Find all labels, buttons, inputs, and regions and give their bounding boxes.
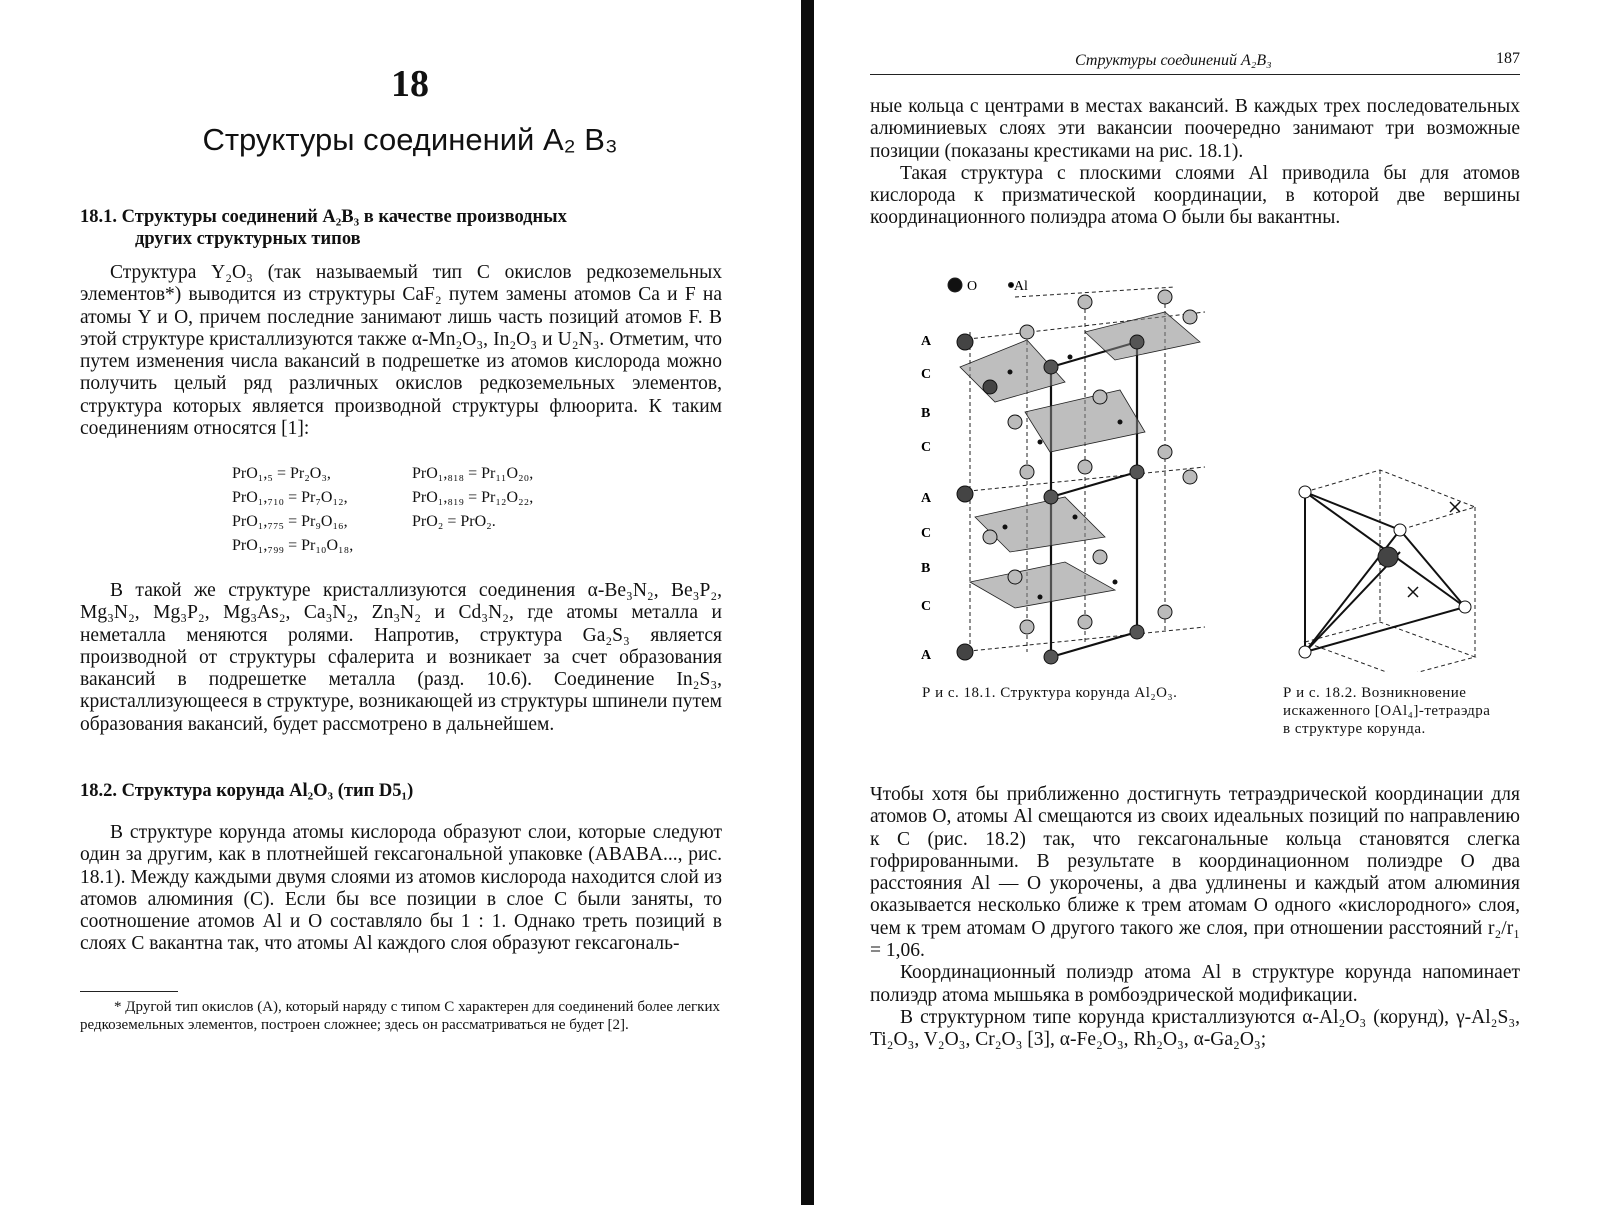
aluminium-legend-label: •Al bbox=[1009, 279, 1028, 294]
figure-caption-18-2: Р и с. 18.2. Возникновение искаженного [OAl₄]-тетраэдра в структуре корунда. bbox=[1283, 685, 1491, 737]
paragraph-text: ные кольца с центрами в местах вакансий. В каждых трех последовательных алюминиевых слоях эти вакансии поочередно занимают три возможные позиции (показаны крестиками на рис. 18.1). bbox=[870, 96, 1520, 162]
formula: PrO₁,₇₉₉ = Pr₁₀O₁₈, bbox=[232, 537, 354, 554]
formula-row bbox=[232, 534, 592, 558]
formula-row bbox=[232, 510, 592, 534]
layer-label: B bbox=[921, 406, 931, 421]
paragraph-text: Чтобы хотя бы приближенно достигнуть тетраэдрической координации для атомов O, атомы Al смещаются из своих идеальных позиций по направлению к C (рис. 18.2) так, что гексагональные кольца становятся слегка гофрированными. В результате в координационном полиэдре O два расстояния Al — O укорочены, а два удлинены и каждый атом алюминия оказывается несколько ближе к трем атомам O одного «кислородного» слоя, чем к трем атомам O другого такого же слоя, при отношении расстояний r₂/r₁ = 1,06. bbox=[870, 784, 1520, 962]
paragraph-text: В структурном типе корунда кристаллизуются α-Al₂O₃ (корунд), γ-Al₂S₃, Ti₂O₃, V₂O₃, Cr₂O₃ [3], α-Fe₂O₃, Rh₂O₃, α-Ga₂O₃; bbox=[870, 1006, 1520, 1051]
layer-label: C bbox=[921, 367, 932, 382]
layer-label: C bbox=[921, 599, 932, 614]
corundum-structure-figure bbox=[915, 272, 1255, 672]
footnote-text: * Другой тип окислов (A), который наряду с типом C характерен для соединений более легких редкоземельных элементов, построен сложнее; здесь он рассматриваться не будет [2]. bbox=[80, 999, 720, 1033]
paragraph-text: Такая структура с плоскими слоями Al приводила бы для атомов кислорода к призматической координации, в которой две вершины координационного полиэдра атома O были бы вакантны. bbox=[870, 162, 1520, 229]
formula: PrO₁,₅ = Pr₂O₃, bbox=[232, 465, 331, 482]
oxygen-legend-icon bbox=[948, 278, 962, 292]
figure-caption-18-1: Р и с. 18.1. Структура корунда Al₂O₃. bbox=[922, 685, 1178, 701]
layer-label: B bbox=[921, 561, 931, 576]
running-header bbox=[870, 52, 1520, 75]
formula: PrO₁,₈₁₉ = Pr₁₂O₂₂, bbox=[412, 489, 534, 506]
formula-row bbox=[232, 486, 592, 510]
paragraph bbox=[870, 96, 1520, 230]
section-heading-line1: 18.1. Структуры соединений A₂B₃ в качестве производных bbox=[80, 207, 567, 227]
paragraph-text: Структура Y₂O₃ (так называемый тип C окислов редкоземельных элементов*) выводится из структуры CaF₂ путем замены атомов Ca и F на атомы Y и O, причем последние занимают лишь часть позиций атомов F. В этой структуре кристаллизуются также α-Mn₂O₃, In₂O₃ и U₂N₃. Отметим, что путем изменения числа вакансий в подрешетке из атомов кислорода можно получить целый ряд различных окислов редкоземельных элементов, структура которых является производной структуры флюорита. К таким соединениям относятся [1]: bbox=[80, 262, 722, 440]
layer-label: C bbox=[921, 526, 932, 541]
formula-row bbox=[232, 462, 592, 486]
paragraph bbox=[80, 580, 722, 736]
layer-label: A bbox=[921, 648, 932, 663]
running-title: Структуры соединений A₂B₃ bbox=[1075, 52, 1272, 69]
formula-list bbox=[232, 462, 592, 558]
paragraph bbox=[80, 822, 722, 956]
chapter-number: 18 bbox=[391, 63, 429, 105]
paragraph bbox=[870, 784, 1520, 1052]
footnote-rule bbox=[80, 991, 178, 992]
oxygen-atom-icon bbox=[1378, 547, 1398, 567]
formula: PrO₁,₈₁₈ = Pr₁₁O₂₀, bbox=[412, 465, 534, 482]
tetrahedron-figure bbox=[1290, 462, 1500, 672]
formula: PrO₁,₇₇₅ = Pr₉O₁₆, bbox=[232, 513, 348, 530]
page-number: 187 bbox=[1496, 50, 1520, 67]
layer-label: A bbox=[921, 491, 932, 506]
paragraph-text: В структуре корунда атомы кислорода образуют слои, которые следуют один за другим, как в плотнейшей гексагональной упаковке (ABABA..., рис. 18.1). Между каждыми двумя слоями из атомов кислорода находится слой из атомов алюминия (C). Если бы все позиции в слое C были заняты, то соотношение атомов Al и O составляло бы 1 : 1. Однако треть позиций в слоях C вакантна так, что атомы Al каждого слоя образуют гексагональ- bbox=[80, 822, 722, 955]
book-spine bbox=[801, 0, 814, 1205]
formula: PrO₁,₇₁₀ = Pr₇O₁₂, bbox=[232, 489, 348, 506]
paragraph bbox=[80, 262, 722, 440]
layer-label: C bbox=[921, 440, 932, 455]
oxygen-legend-label: O bbox=[967, 279, 978, 294]
footnote bbox=[80, 998, 720, 1034]
formula: PrO₂ = PrO₂. bbox=[412, 513, 496, 530]
layer-label: A bbox=[921, 334, 932, 349]
section-heading-18-2: 18.2. Структура корунда Al₂O₃ (тип D5₁) bbox=[80, 781, 414, 801]
paragraph-text: В такой же структуре кристаллизуются соединения α-Be₃N₂, Be₃P₂, Mg₃N₂, Mg₃P₂, Mg₃As₂, Ca₃N₂, Zn₃N₂ и Cd₃N₂, где атомы металла и неметалла меняются ролями. Напротив, структура Ga₂S₃ является производной от структуры сфалерита и возникает за счет образования вакансий в подрешетке металла (разд. 10.6). Соединение In₂S₃, кристаллизующееся в структуре, возникающей из структуры шпинели путем образования вакансий, будет рассмотрено в дальнейшем. bbox=[80, 580, 722, 735]
paragraph-text: Координационный полиэдр атома Al в структуре корунда напоминает полиэдр атома мышьяка в ромбоэдрической модификации. bbox=[870, 962, 1520, 1006]
chapter-title: Структуры соединений A₂ B₃ bbox=[202, 122, 618, 157]
section-heading-line2: других структурных типов bbox=[135, 229, 361, 249]
section-heading-18-1 bbox=[80, 206, 730, 250]
